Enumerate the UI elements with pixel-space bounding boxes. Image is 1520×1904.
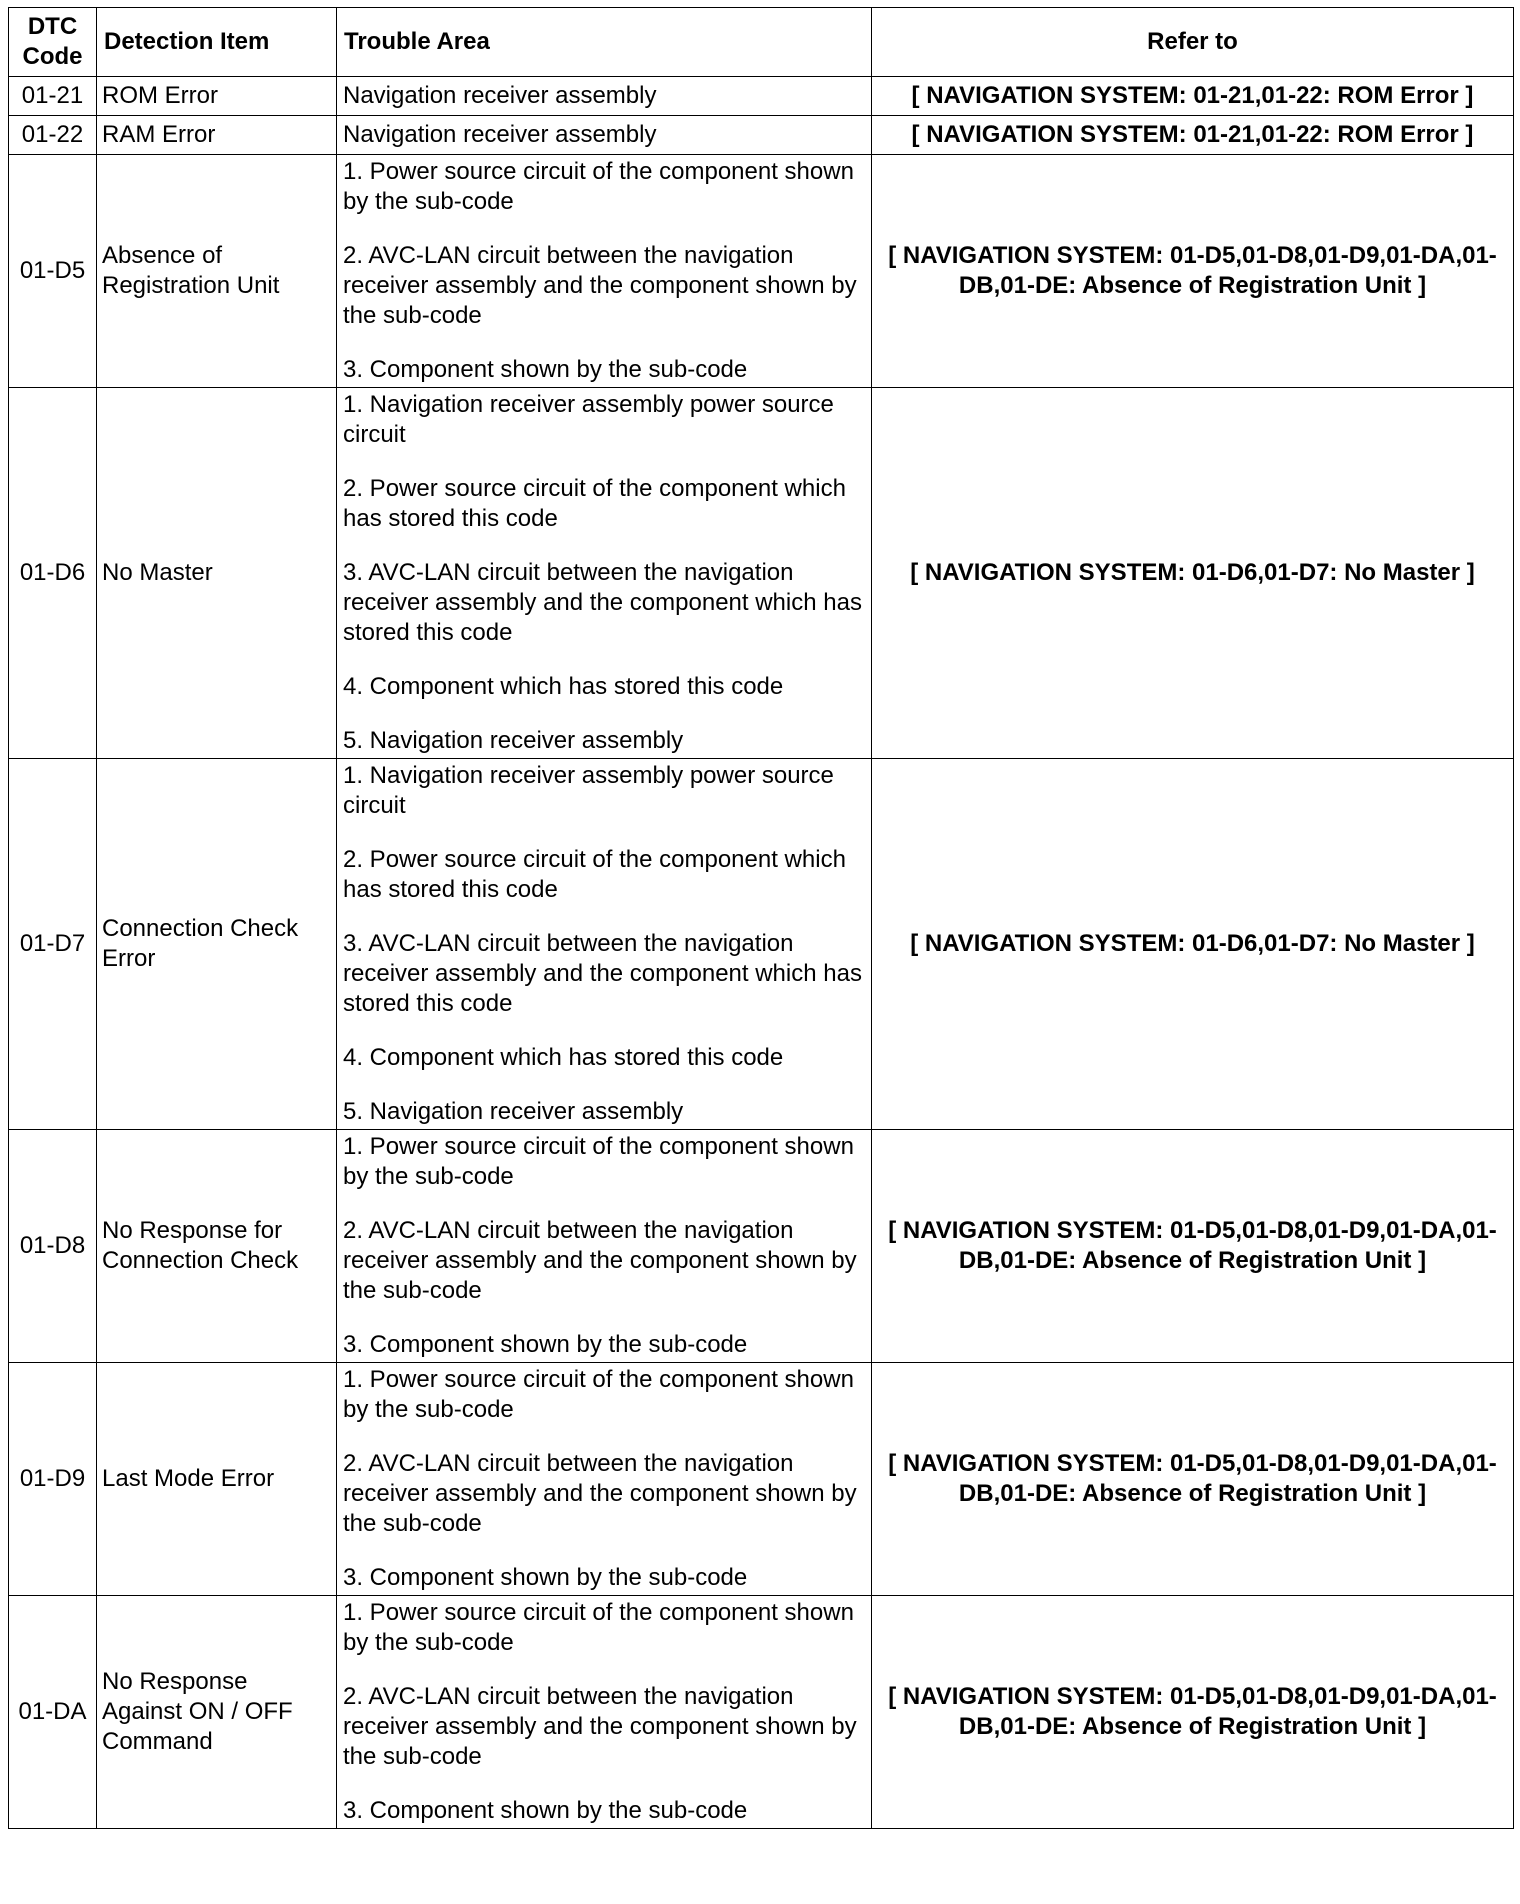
dtc-code-cell: 01-D8 (9, 1130, 97, 1363)
refer-to-link[interactable]: [ NAVIGATION SYSTEM: 01-D5,01-D8,01-D9,01-DA,01-DB,01-DE: Absence of Registration Unit ] (872, 1130, 1514, 1363)
table-row (9, 1596, 1514, 1829)
trouble-area-entry: 3. Component shown by the sub-code (343, 1797, 748, 1824)
trouble-area-cell (337, 116, 872, 155)
trouble-area-entry: 1. Power source circuit of the component shown by the sub-code (343, 1366, 854, 1423)
trouble-area-entry: 2. Power source circuit of the component which has stored this code (343, 846, 846, 903)
trouble-area-entry: 2. AVC-LAN circuit between the navigation receiver assembly and the component shown by the sub-code (343, 242, 857, 329)
refer-to-link[interactable]: [ NAVIGATION SYSTEM: 01-D6,01-D7: No Master ] (872, 388, 1514, 759)
table-body (9, 77, 1514, 1829)
dtc-code-cell: 01-D5 (9, 155, 97, 388)
trouble-area-cell (337, 1363, 872, 1596)
header-refer-to: Refer to (872, 8, 1514, 77)
trouble-area-entry: Navigation receiver assembly (343, 82, 657, 109)
detection-item-cell: No Response Against ON / OFF Command (97, 1596, 337, 1829)
trouble-area-entry: 3. AVC-LAN circuit between the navigation receiver assembly and the component which has stored this code (343, 930, 862, 1017)
detection-item-cell: No Master (97, 388, 337, 759)
detection-item-cell: No Response for Connection Check (97, 1130, 337, 1363)
refer-to-link[interactable]: [ NAVIGATION SYSTEM: 01-D5,01-D8,01-D9,01-DA,01-DB,01-DE: Absence of Registration Unit ] (872, 155, 1514, 388)
dtc-code-cell: 01-DA (9, 1596, 97, 1829)
detection-item-cell: Absence of Registration Unit (97, 155, 337, 388)
table-row (9, 1363, 1514, 1596)
refer-to-link[interactable]: [ NAVIGATION SYSTEM: 01-D6,01-D7: No Master ] (872, 759, 1514, 1130)
header-detection-item: Detection Item (97, 8, 337, 77)
trouble-area-cell (337, 388, 872, 759)
trouble-area-entry: 1. Power source circuit of the component shown by the sub-code (343, 1133, 854, 1190)
trouble-area-entry: 3. Component shown by the sub-code (343, 1564, 748, 1591)
detection-item-cell: RAM Error (97, 116, 337, 155)
table-row (9, 388, 1514, 759)
refer-to-link[interactable]: [ NAVIGATION SYSTEM: 01-21,01-22: ROM Error ] (872, 116, 1514, 155)
trouble-area-entry: 3. Component shown by the sub-code (343, 1331, 748, 1358)
trouble-area-entry: 1. Power source circuit of the component shown by the sub-code (343, 1599, 854, 1656)
header-dtc-code: DTC Code (9, 8, 97, 77)
dtc-code-cell: 01-D6 (9, 388, 97, 759)
trouble-area-entry: 5. Navigation receiver assembly (343, 727, 684, 754)
table-row (9, 759, 1514, 1130)
trouble-area-entry: 1. Navigation receiver assembly power source circuit (343, 762, 834, 819)
table-header-row (9, 8, 1514, 77)
trouble-area-entry: 4. Component which has stored this code (343, 673, 784, 700)
trouble-area-entry: 2. AVC-LAN circuit between the navigation receiver assembly and the component shown by the sub-code (343, 1217, 857, 1304)
trouble-area-cell (337, 759, 872, 1130)
trouble-area-cell (337, 77, 872, 116)
trouble-area-entry: 2. AVC-LAN circuit between the navigation receiver assembly and the component shown by the sub-code (343, 1450, 857, 1537)
dtc-table (8, 7, 1514, 1829)
dtc-code-cell: 01-D9 (9, 1363, 97, 1596)
refer-to-link[interactable]: [ NAVIGATION SYSTEM: 01-21,01-22: ROM Error ] (872, 77, 1514, 116)
trouble-area-entry: 2. Power source circuit of the component which has stored this code (343, 475, 846, 532)
dtc-code-cell: 01-22 (9, 116, 97, 155)
detection-item-cell: ROM Error (97, 77, 337, 116)
trouble-area-entry: 5. Navigation receiver assembly (343, 1098, 684, 1125)
trouble-area-entry: 1. Navigation receiver assembly power source circuit (343, 391, 834, 448)
trouble-area-cell (337, 155, 872, 388)
trouble-area-cell (337, 1596, 872, 1829)
dtc-code-cell: 01-21 (9, 77, 97, 116)
table-row (9, 155, 1514, 388)
dtc-code-cell: 01-D7 (9, 759, 97, 1130)
trouble-area-entry: 1. Power source circuit of the component shown by the sub-code (343, 158, 854, 215)
refer-to-link[interactable]: [ NAVIGATION SYSTEM: 01-D5,01-D8,01-D9,01-DA,01-DB,01-DE: Absence of Registration Unit ] (872, 1596, 1514, 1829)
trouble-area-entry: 3. AVC-LAN circuit between the navigation receiver assembly and the component which has stored this code (343, 559, 862, 646)
trouble-area-entry: Navigation receiver assembly (343, 121, 657, 148)
trouble-area-entry: 4. Component which has stored this code (343, 1044, 784, 1071)
detection-item-cell: Last Mode Error (97, 1363, 337, 1596)
header-trouble-area: Trouble Area (337, 8, 872, 77)
trouble-area-entry: 2. AVC-LAN circuit between the navigation receiver assembly and the component shown by the sub-code (343, 1683, 857, 1770)
trouble-area-entry: 3. Component shown by the sub-code (343, 356, 748, 383)
refer-to-link[interactable]: [ NAVIGATION SYSTEM: 01-D5,01-D8,01-D9,01-DA,01-DB,01-DE: Absence of Registration Unit ] (872, 1363, 1514, 1596)
trouble-area-cell (337, 1130, 872, 1363)
table-row (9, 77, 1514, 116)
detection-item-cell: Connection Check Error (97, 759, 337, 1130)
table-row (9, 116, 1514, 155)
table-row (9, 1130, 1514, 1363)
